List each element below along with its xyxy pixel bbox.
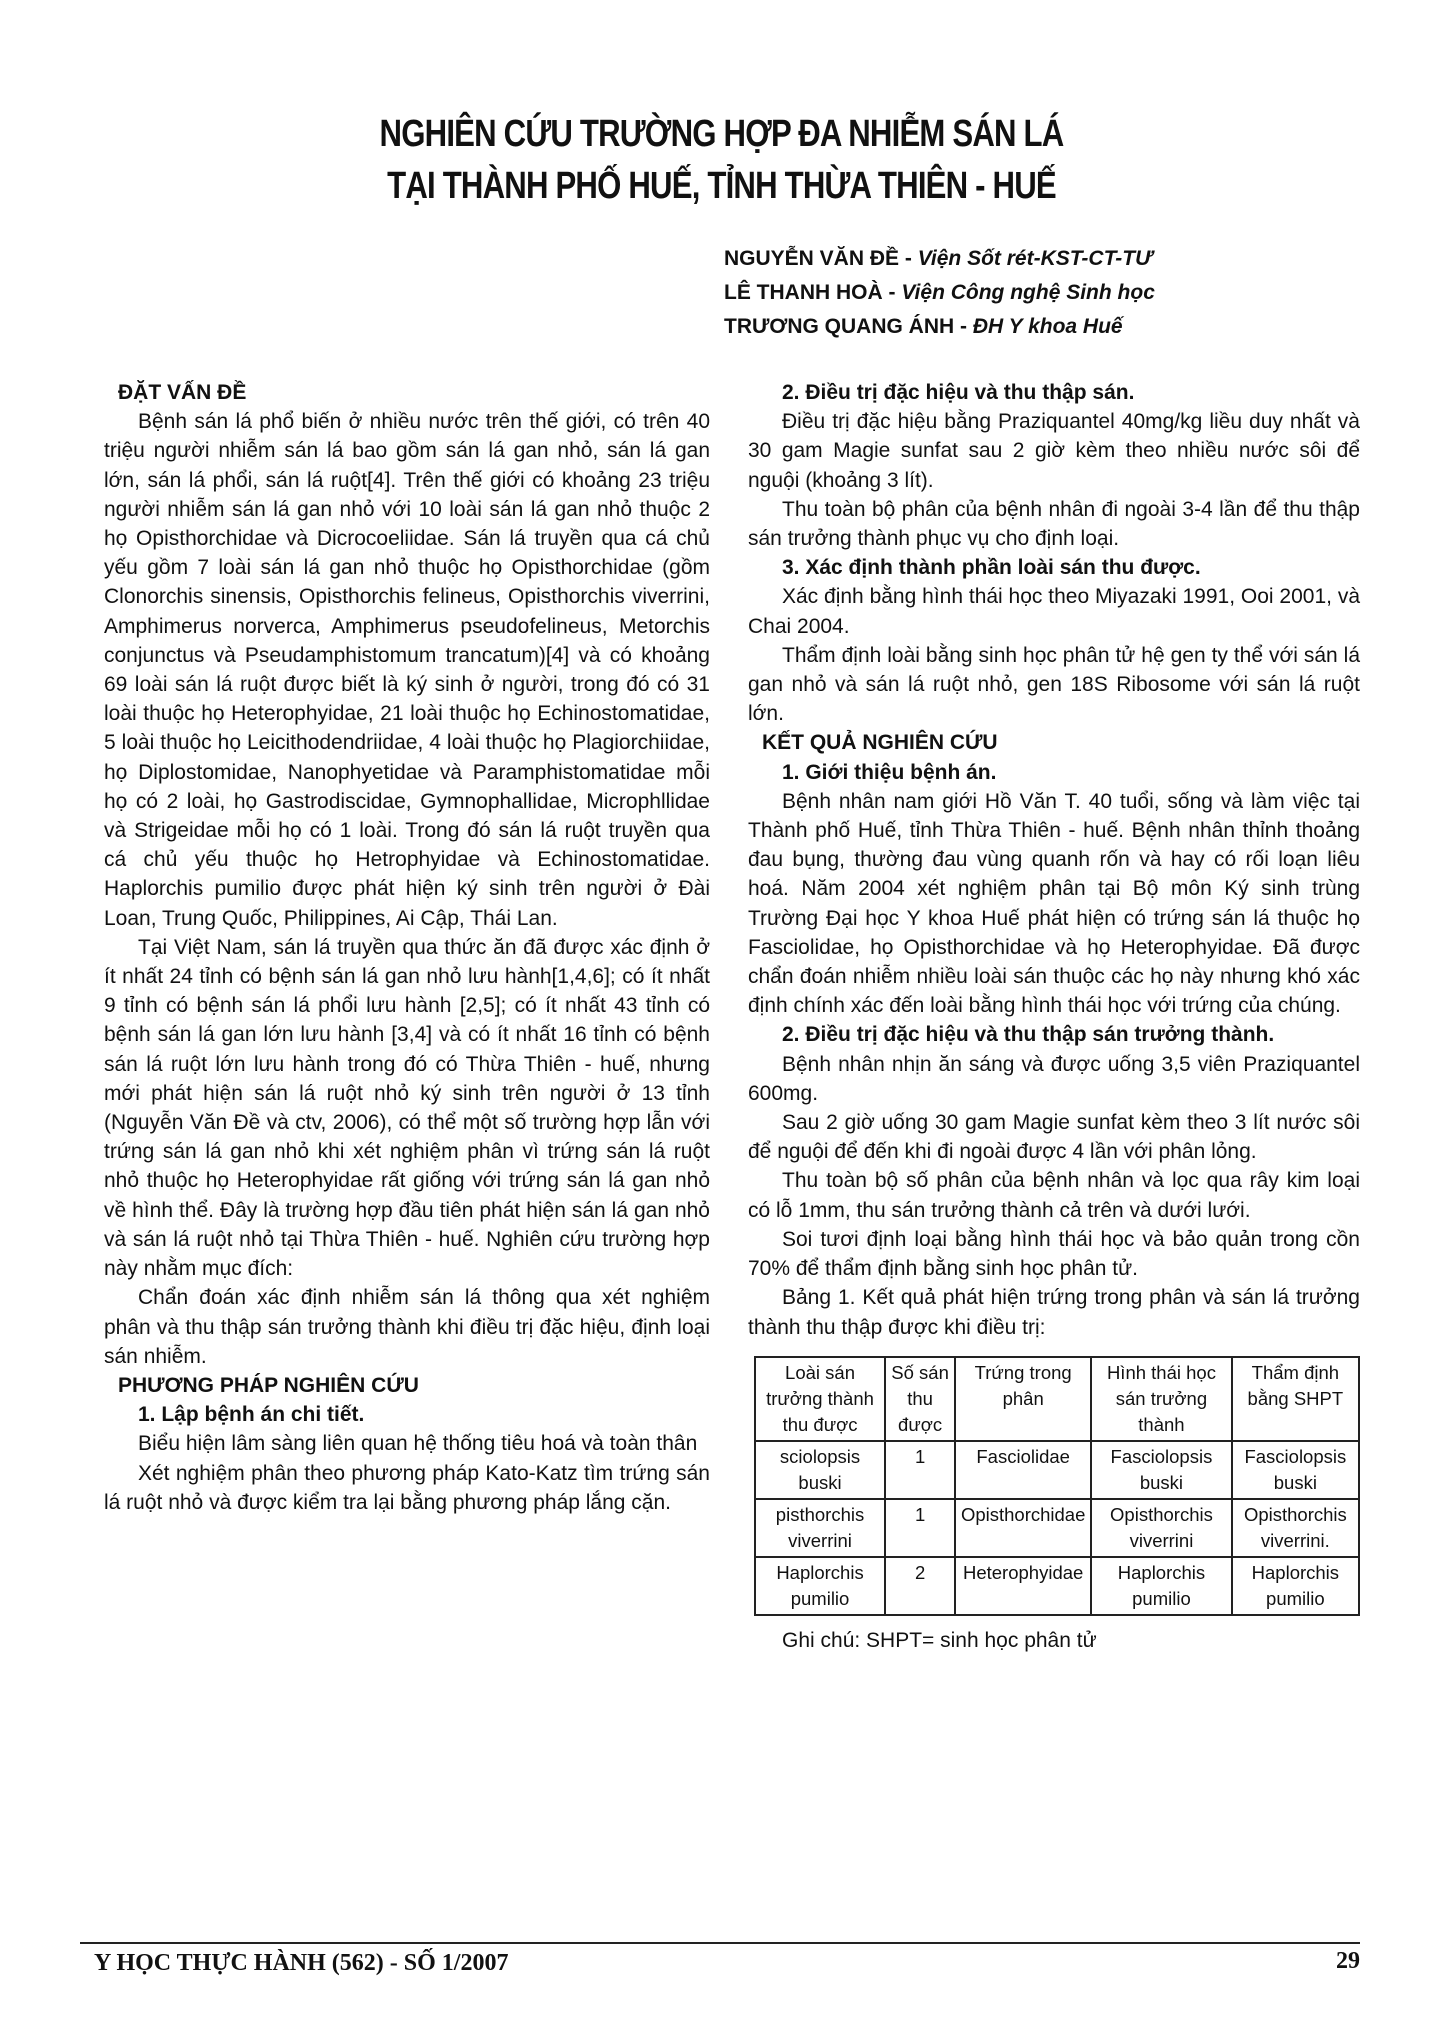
paragraph: Xét nghiệm phân theo phương pháp Kato-Katz tìm trứng sán lá ruột nhỏ và được kiểm tra lại bằng phương pháp lắng cặn. xyxy=(104,1461,710,1514)
section-heading: ĐẶT VẤN ĐỀ xyxy=(118,381,247,404)
page-number: 29 xyxy=(1336,1948,1360,1974)
paragraph: Biểu hiện lâm sàng liên quan hệ thống tiêu hoá và toàn thân xyxy=(138,1432,698,1456)
right-column xyxy=(748,378,1360,1655)
subheading: 3. Xác định thành phần loài sán thu được. xyxy=(782,556,1201,580)
table-caption: Bảng 1. Kết quả phát hiện trứng trong phân và sán lá trưởng thành thu thập được khi điều trị: xyxy=(748,1286,1360,1339)
table-note: Ghi chú: SHPT= sinh học phân tử xyxy=(782,1628,1097,1652)
column-header: Thẩm định bằng SHPT xyxy=(1232,1357,1359,1441)
table-cell: Fasciolidae xyxy=(955,1441,1091,1499)
paragraph: Chẩn đoán xác định nhiễm sán lá thông qua xét nghiệm phân và thu thập sán trưởng thành khi điều trị đặc hiệu, định loại sán nhiễm. xyxy=(104,1286,710,1368)
paragraph: Bệnh sán lá phổ biến ở nhiều nước trên thế giới, có trên 40 triệu người nhiễm sán lá bao gồm sán lá gan nhỏ, sán lá gan lớn, sán lá phổi, sán lá ruột[4]. Trên thế giới có khoảng 23 triệu người nhiễm sán lá gan nhỏ với 10 loài sán lá gan nhỏ thuộc 2 họ Opisthorchidae và Dicrocoeliidae. Sán lá truyền qua cá chủ yếu gồm 7 loài sán lá gan nhỏ thuộc họ Opisthorchidae (gồm Clonorchis sinensis, Opisthorchis felineus, Opisthorchis viverrini, Amphimerus norverca, Amphimerus pseudofelineus, Metorchis conjunctus và Pseudamphistomum trancatum)[4] và có khoảng 69 loài sán lá ruột được biết là ký sinh ở người, trong đó có 31 loài thuộc họ Heterophyidae, 21 loài thuộc họ Echinostomatidae, 5 loài thuộc họ Leicithodendriidae, 4 loài thuộc họ Plagiorchiidae, họ Diplostomidae, Nanophyetidae và Paramphistomatidae mỗi họ có 2 loài, họ Gastrodiscidae, Gymnophallidae, Microphllidae và Strigeidae mỗi họ có 1 loài. Trong đó sán lá ruột truyền qua cá chủ yếu thuộc họ Hetrophyidae và Echinostomatidae. Haplorchis pumilio được phát hiện ký sinh trên người ở Đài Loan, Trung Quốc, Philippines, Ai Cập, Thái Lan. xyxy=(104,410,710,930)
table-cell: pisthorchis viverrini xyxy=(755,1499,885,1557)
section-heading: KẾT QUẢ NGHIÊN CỨU xyxy=(762,731,998,755)
results-table xyxy=(754,1356,1360,1616)
paragraph: Bệnh nhân nhịn ăn sáng và được uống 3,5 viên Praziquantel 600mg. xyxy=(748,1052,1360,1105)
column-header: Trứng trong phân xyxy=(955,1357,1091,1441)
table-cell: Opisthorchis viverrini xyxy=(1091,1499,1232,1557)
paragraph: Thu toàn bộ phân của bệnh nhân đi ngoài 3-4 lần để thu thập sán trưởng thành phục vụ cho định loại. xyxy=(748,497,1360,551)
table-cell: Haplorchis pumilio xyxy=(1232,1557,1359,1615)
paragraph: Bệnh nhân nam giới Hồ Văn T. 40 tuổi, sống và làm việc tại Thành phố Huế, tỉnh Thừa Thiên - huế. Bệnh nhân thỉnh thoảng đau bụng, thường đau vùng quanh rốn và hay có rối loạn liêu hoá. Năm 2004 xét nghiệm phân tại Bộ môn Ký sinh trùng Trường Đại học Y khoa Huế phát hiện có trứng sán lá thuộc họ Fasciolidae, họ Opisthorchidae và họ Heterophyidae. Đã được chẩn đoán nhiễm nhiều loài sán thuộc các họ này nhưng khó xác định chính xác đến loài bằng hình thái học với trứng của chúng. xyxy=(748,789,1360,1018)
subheading: 2. Điều trị đặc hiệu và thu thập sán. xyxy=(782,381,1135,404)
table-row xyxy=(755,1499,1359,1557)
table-header-row xyxy=(755,1357,1359,1441)
table-row xyxy=(755,1441,1359,1499)
column-header: Hình thái học sán trưởng thành xyxy=(1091,1357,1232,1441)
table-cell: Fasciolopsis buski xyxy=(1232,1441,1359,1499)
table-cell: Haplorchis pumilio xyxy=(1091,1557,1232,1615)
author: LÊ THANH HOÀ - Viện Công nghệ Sinh học xyxy=(724,281,1155,304)
article-title xyxy=(130,108,1313,212)
author: TRƯƠNG QUANG ÁNH - ĐH Y khoa Huế xyxy=(724,315,1123,338)
paragraph: Tại Việt Nam, sán lá truyền qua thức ăn đã được xác định ở ít nhất 24 tỉnh có bệnh sán lá gan nhỏ lưu hành[1,4,6]; có ít nhất 9 tỉnh có bệnh sán lá phổi lưu hành [2,5]; có ít nhất 43 tỉnh có bệnh sán lá gan lớn lưu hành [3,4] và có ít nhất 16 tỉnh có bệnh sán lá ruột lớn lưu hành trong đó có Thừa Thiên - huế, nhưng mới phát hiện sán lá ruột nhỏ ký sinh trên người ở 13 tỉnh (Nguyễn Văn Đề và ctv, 2006), có thể một số trường hợp lẫn với trứng sán lá gan nhỏ khi xét nghiệm phân vì trứng sán lá ruột nhỏ thuộc họ Heterophyidae rất giống với trứng sán lá gan nhỏ về hình thể. Đây là trường hợp đầu tiên phát hiện sán lá gan nhỏ và sán lá ruột nhỏ tại Thừa Thiên - huế. Nghiên cứu trường hợp này nhằm mục đích: xyxy=(104,935,710,1281)
section-heading: PHƯƠNG PHÁP NGHIÊN CỨU xyxy=(118,1373,419,1397)
paragraph: Thẩm định loài bằng sinh học phân tử hệ gen ty thể với sán lá gan nhỏ và sán lá ruột nhỏ, gen 18S Ribosome với sán lá ruột lớn. xyxy=(748,643,1360,726)
footer-divider xyxy=(80,1942,1360,1944)
table-row xyxy=(755,1557,1359,1615)
column-header: Số sán thu được xyxy=(885,1357,955,1441)
subheading: 1. Giới thiệu bệnh án. xyxy=(782,760,997,784)
table-cell: Haplorchis pumilio xyxy=(755,1557,885,1615)
paragraph: Sau 2 giờ uống 30 gam Magie sunfat kèm theo 3 lít nước sôi để nguội để đến khi đi ngoài được 4 lần với phân lỏng. xyxy=(748,1111,1360,1164)
left-column xyxy=(104,378,710,1517)
table-cell: Opisthorchis viverrini. xyxy=(1232,1499,1359,1557)
column-header: Loài sán trưởng thành thu được xyxy=(755,1357,885,1441)
subheading: 2. Điều trị đặc hiệu và thu thập sán trưởng thành. xyxy=(782,1023,1275,1047)
title-line-2: TẠI THÀNH PHỐ HUẾ, TỈNH THỪA THIÊN - HUẾ xyxy=(387,165,1056,207)
table-cell: 2 xyxy=(885,1557,955,1615)
paragraph: Xác định bằng hình thái học theo Miyazaki 1991, Ooi 2001, và Chai 2004. xyxy=(748,585,1360,638)
subheading: 1. Lập bệnh án chi tiết. xyxy=(138,1403,365,1427)
paragraph: Soi tươi định loại bằng hình thái học và bảo quản trong cồn 70% để thẩm định bằng sinh học phân tử. xyxy=(748,1227,1360,1281)
author: NGUYỄN VĂN ĐỀ - Viện Sốt rét-KST-CT-TƯ xyxy=(724,247,1153,270)
paragraph: Điều trị đặc hiệu bằng Praziquantel 40mg/kg liều duy nhất và 30 gam Magie sunfat sau 2 giờ kèm theo nhiều nước sôi để nguội (khoảng 3 lít). xyxy=(748,410,1360,492)
paragraph: Thu toàn bộ số phân của bệnh nhân và lọc qua rây kim loại có lỗ 1mm, thu sán trưởng thành cả trên và dưới lưới. xyxy=(748,1169,1360,1222)
author-list xyxy=(724,242,1155,344)
table-cell: Opisthorchidae xyxy=(955,1499,1091,1557)
table-cell: Fasciolopsis buski xyxy=(1091,1441,1232,1499)
table-cell: sciolopsis buski xyxy=(755,1441,885,1499)
table-cell: 1 xyxy=(885,1441,955,1499)
journal-footer: Y HỌC THỰC HÀNH (562) - SỐ 1/2007 xyxy=(94,1950,509,1976)
table-cell: Heterophyidae xyxy=(955,1557,1091,1615)
table-cell: 1 xyxy=(885,1499,955,1557)
title-line-1: NGHIÊN CỨU TRƯỜNG HỢP ĐA NHIỄM SÁN LÁ xyxy=(379,113,1064,155)
